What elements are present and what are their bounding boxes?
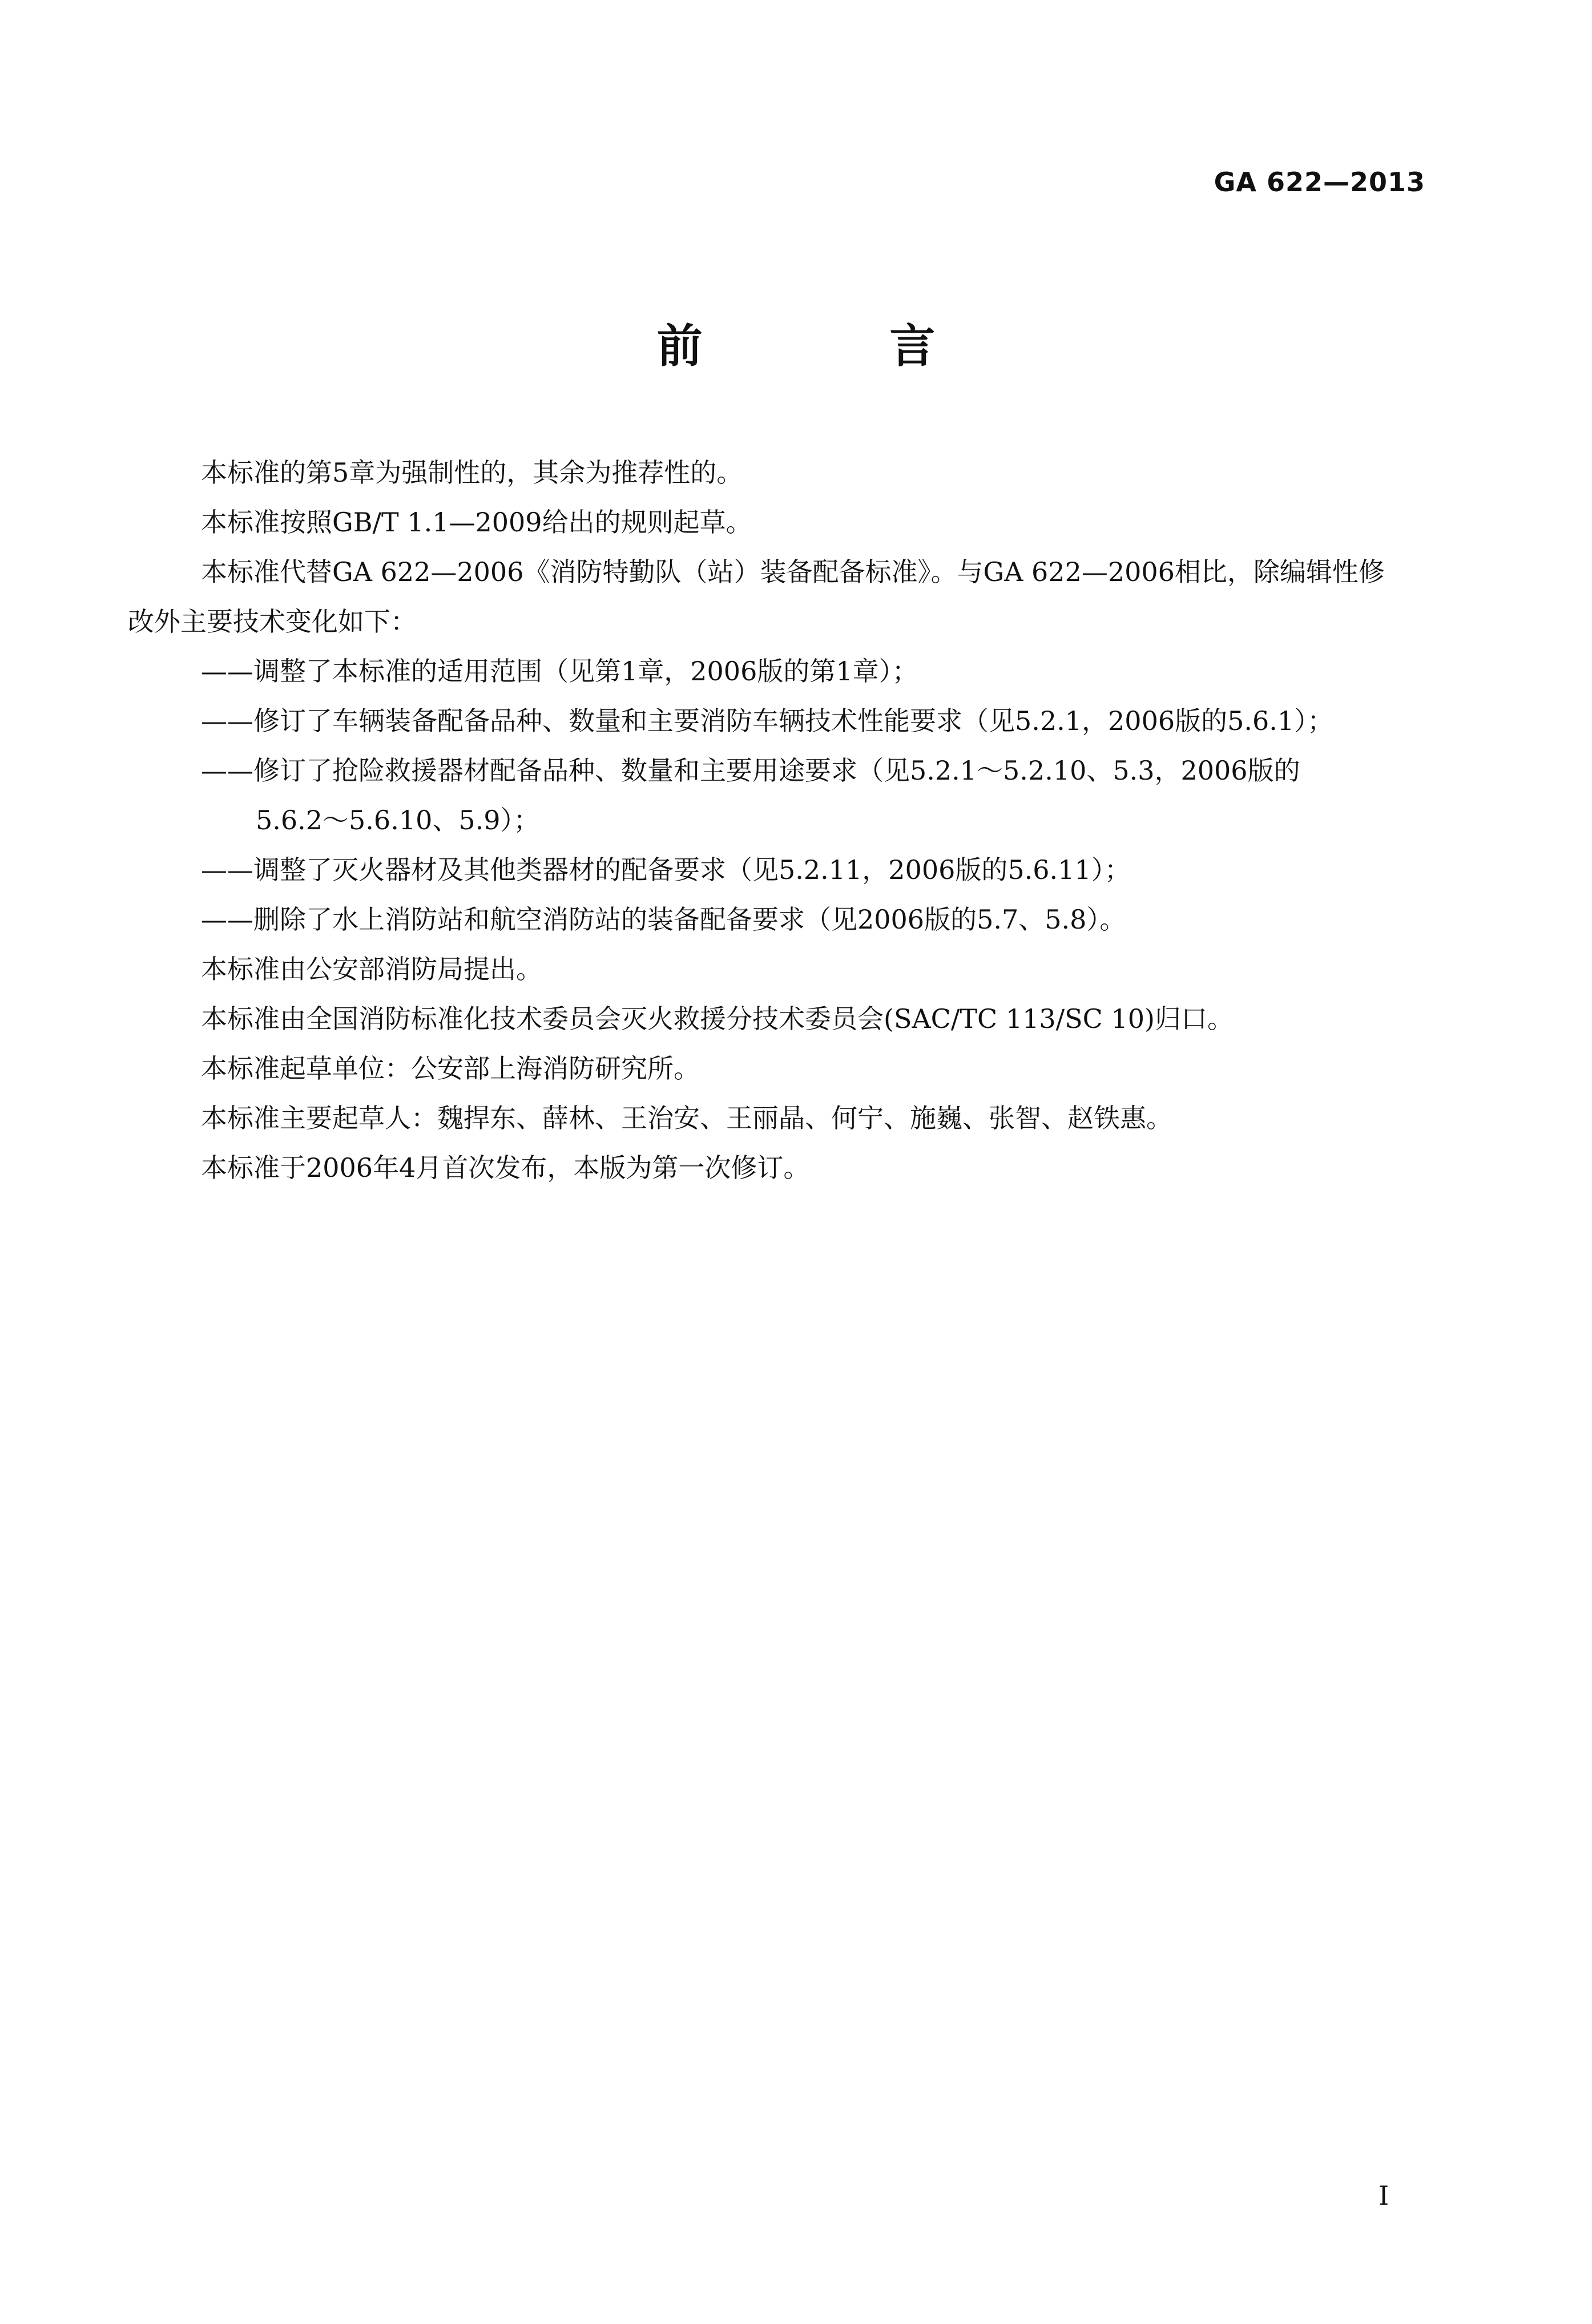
paragraph-committee: 本标准由全国消防标准化技术委员会灭火救援分技术委员会(SAC/TC 113/SC 10)归口。 [201,1003,1234,1034]
standard-code: GA 622—2013 [1214,167,1425,197]
paragraph-proposer: 本标准由公安部消防局提出。 [201,954,542,985]
paragraph-drafting-rules: 本标准按照GB/T 1.1—2009给出的规则起草。 [201,507,752,538]
paragraph-history: 本标准于2006年4月首次发布，本版为第一次修订。 [201,1152,810,1183]
paragraph-drafters: 本标准主要起草人：魏捍东、薛林、王治安、王丽晶、何宁、施巍、张智、赵铁惠。 [201,1103,1172,1133]
page-title: 前 言 [656,320,1021,373]
change-item: ——调整了灭火器材及其他类器材的配备要求（见5.2.11，2006版的5.6.11）； [201,854,1131,885]
foreword-body [128,448,1435,1193]
paragraph-drafting-unit: 本标准起草单位：公安部上海消防研究所。 [201,1053,700,1084]
change-item-continuation: 5.6.2～5.6.10、5.9）； [256,805,540,836]
paragraph-replacement-line1: 本标准代替GA 622—2006《消防特勤队（站）装备配备标准》。与GA 622—2006相比，除编辑性修 [201,556,1385,587]
page-number: I [1379,2180,1389,2211]
paragraph-replacement-line2: 改外主要技术变化如下： [128,606,417,637]
change-item: ——修订了车辆装备配备品种、数量和主要消防车辆技术性能要求（见5.2.1，2006版的5.6.1）； [201,705,1334,736]
change-item: ——调整了本标准的适用范围（见第1章，2006版的第1章）； [201,656,918,687]
paragraph-mandatory-chapter: 本标准的第5章为强制性的，其余为推荐性的。 [201,457,743,488]
change-item: ——删除了水上消防站和航空消防站的装备配备要求（见2006版的5.7、5.8）。 [201,904,1126,935]
change-item: ——修订了抢险救援器材配备品种、数量和主要用途要求（见5.2.1～5.2.10、5.3，2006版的 [201,755,1300,786]
